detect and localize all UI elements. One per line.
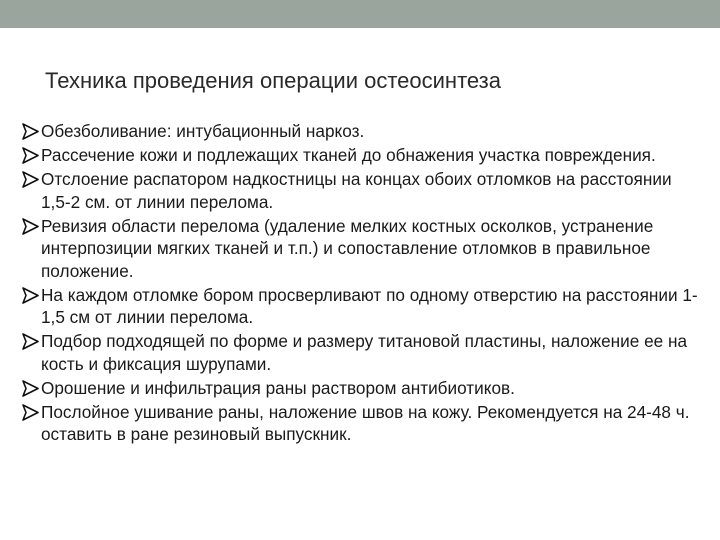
arrowhead-bullet-icon [22, 147, 39, 164]
bullet-text: Отслоение распатором надкостницы на концах обоих отломков на расстоянии 1,5-2 см. от линии перелома. [41, 169, 672, 212]
arrowhead-bullet-icon [22, 218, 39, 235]
bullet-item [22, 284, 702, 329]
bullet-item [22, 215, 702, 283]
arrowhead-bullet-icon [22, 287, 39, 304]
arrowhead-bullet-icon [22, 380, 39, 397]
bullet-text: Послойное ушивание раны, наложение швов на кожу. Рекомендуется на 24-48 ч. оставить в ране резиновый выпускник. [41, 401, 690, 444]
bullet-item [22, 330, 702, 375]
bullet-text: Ревизия области перелома (удаление мелких костных осколков, устранение интерпозиции мягких тканей и т.п.) и сопоставление отломков в правильное положение. [41, 215, 654, 281]
bullet-item [22, 401, 702, 446]
top-accent-bar [0, 0, 720, 28]
arrowhead-bullet-icon [22, 123, 39, 140]
arrowhead-bullet-icon [22, 333, 39, 350]
bullet-item [22, 144, 702, 167]
bullet-list [22, 120, 702, 447]
bullet-item [22, 120, 702, 143]
bullet-text: Рассечение кожи и подлежащих тканей до обнажения участка повреждения. [41, 145, 656, 165]
bullet-item [22, 377, 702, 400]
arrowhead-bullet-icon [22, 404, 39, 421]
bullet-text: На каждом отломке бором просверливают по одному отверстию на расстоянии 1-1,5 см от линии перелома. [41, 284, 698, 327]
bullet-text: Подбор подходящей по форме и размеру титановой пластины, наложение ее на кость и фиксация шурупами. [41, 331, 688, 374]
arrowhead-bullet-icon [22, 171, 39, 188]
bullet-text: Орошение и инфильтрация раны раствором антибиотиков. [41, 377, 515, 398]
slide-title: Техника проведения операции остеосинтеза [45, 68, 501, 93]
bullet-text: Обезболивание: интубационный наркоз. [41, 121, 365, 141]
bullet-item [22, 168, 702, 213]
